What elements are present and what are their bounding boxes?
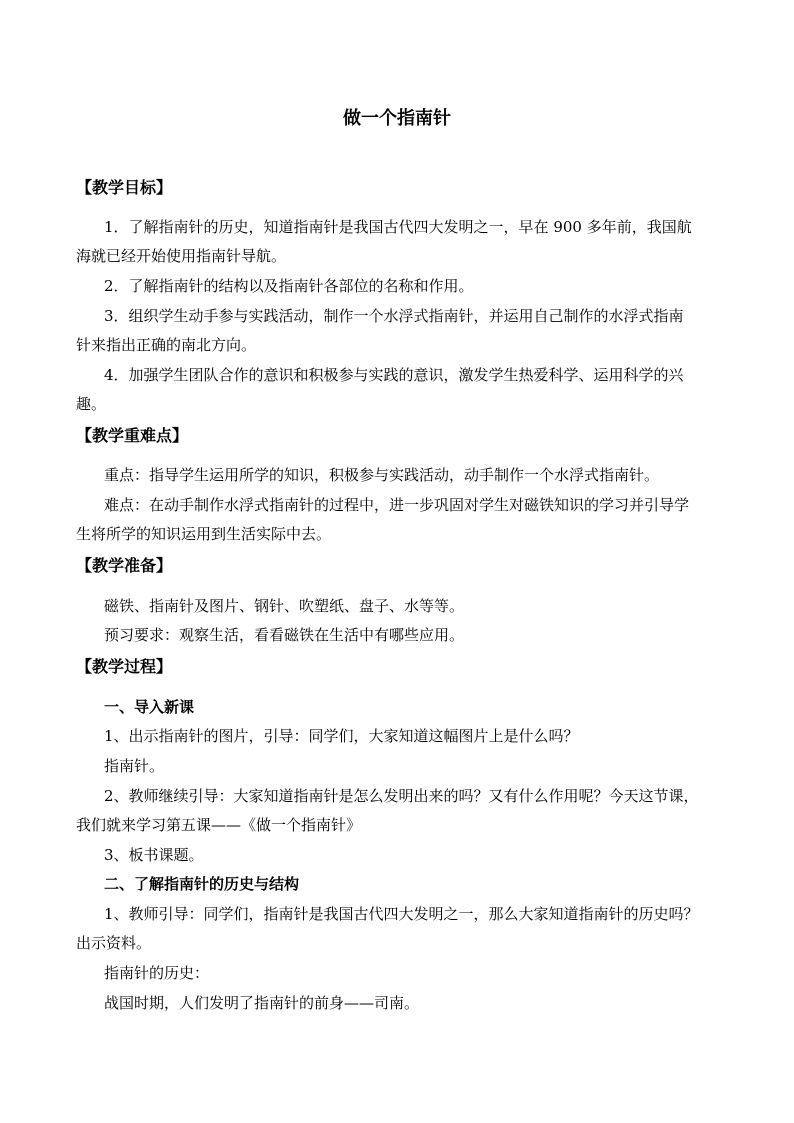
- section-heading-objectives: 【教学目标】: [76, 178, 173, 197]
- paragraph-line: 重点：指导学生运用所学的知识，积极参与实践活动，动手制作一个水浮式指南针。: [104, 466, 660, 484]
- paragraph-line: 出示资料。: [76, 934, 152, 952]
- subsection-title: 二、了解指南针的历史与结构: [104, 875, 300, 893]
- paragraph-line: 1．了解指南针的历史，知道指南针是我国古代四大发明之一，早在 900 多年前，我国航: [104, 218, 692, 236]
- page-title: 做一个指南针: [343, 108, 451, 129]
- paragraph-line: 我们就来学习第五课——《做一个指南针》: [76, 816, 362, 834]
- paragraph-line: 1、教师引导：同学们，指南针是我国古代四大发明之一，那么大家知道指南针的历史吗？: [104, 905, 699, 923]
- paragraph-line: 针来指出正确的南北方向。: [76, 336, 257, 354]
- section-heading-process: 【教学过程】: [76, 657, 173, 676]
- paragraph-line: 4．加强学生团队合作的意识和积极参与实践的意识，激发学生热爱科学、运用科学的兴: [104, 366, 684, 384]
- paragraph-line: 3．组织学生动手参与实践活动，制作一个水浮式指南针，并运用自己制作的水浮式指南: [104, 307, 684, 325]
- paragraph-line: 战国时期，人们发明了指南针的前身——司南。: [104, 994, 420, 1012]
- paragraph-line: 磁铁、指南针及图片、钢针、吹塑纸、盘子、水等等。: [104, 597, 465, 615]
- subsection-title: 一、导入新课: [104, 698, 195, 716]
- paragraph-line: 难点：在动手制作水浮式指南针的过程中，进一步巩固对学生对磁铁知识的学习并引导学: [104, 496, 690, 514]
- paragraph-line: 3、板书课题。: [104, 846, 204, 864]
- paragraph-line: 趣。: [76, 395, 107, 413]
- paragraph-line: 2．了解指南针的结构以及指南针各部位的名称和作用。: [104, 277, 474, 295]
- paragraph-line: 生将所学的知识运用到生活实际中去。: [76, 525, 332, 543]
- paragraph-line: 2、教师继续引导：大家知道指南针是怎么发明出来的吗？又有什么作用呢？今天这节课，: [104, 787, 699, 805]
- paragraph-line: 预习要求：观察生活，看看磁铁在生活中有哪些应用。: [104, 626, 465, 644]
- paragraph-line: 指南针的历史：: [104, 964, 210, 982]
- section-heading-key-points: 【教学重难点】: [76, 426, 189, 445]
- section-heading-preparation: 【教学准备】: [76, 556, 173, 575]
- paragraph-line: 海就已经开始使用指南针导航。: [76, 247, 287, 265]
- paragraph-line: 指南针。: [104, 757, 165, 775]
- paragraph-line: 1、出示指南针的图片，引导：同学们，大家知道这幅图片上是什么吗？: [104, 727, 579, 745]
